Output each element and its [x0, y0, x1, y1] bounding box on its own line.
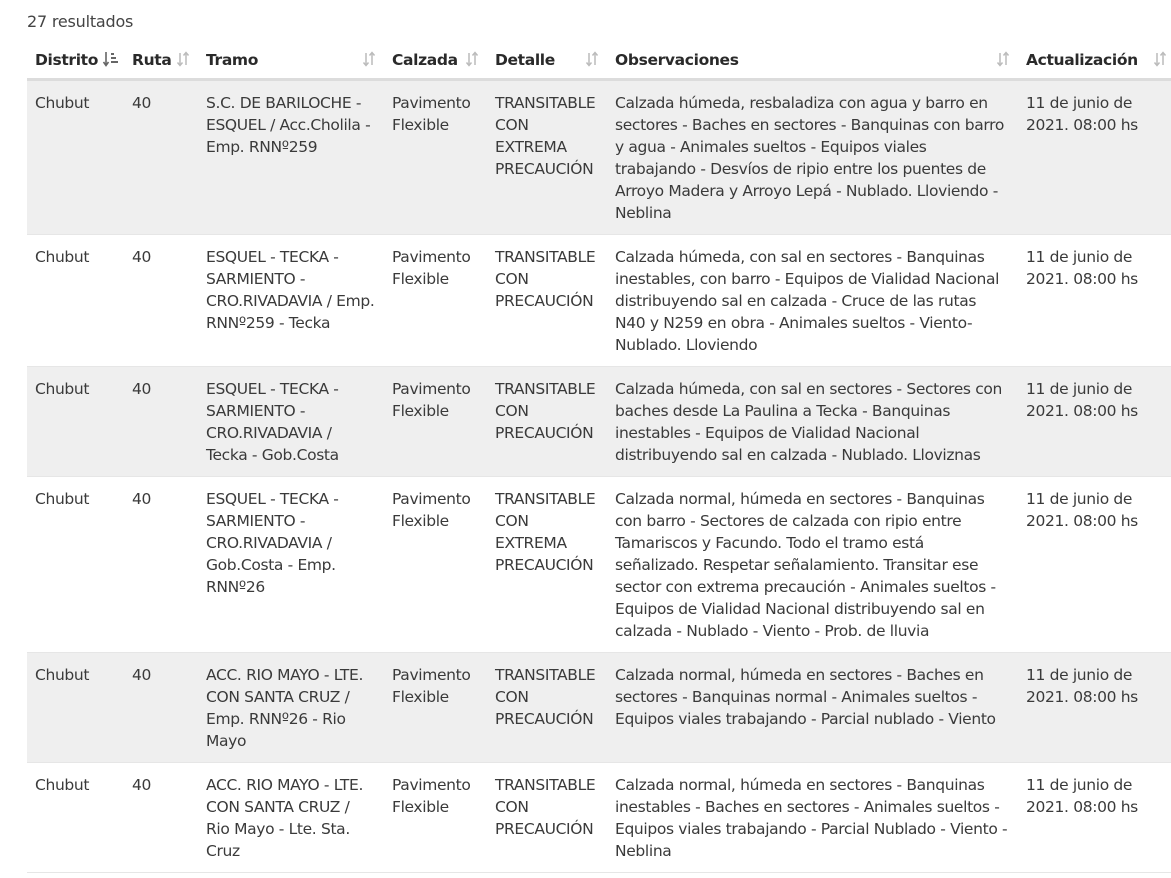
- sort-icon[interactable]: [360, 50, 378, 68]
- cell-distrito: Chubut: [27, 763, 124, 873]
- column-header-calzada[interactable]: [384, 42, 487, 80]
- road-status-table: [27, 42, 1171, 873]
- cell-actualizacion: 11 de junio de 2021. 08:00 hs: [1018, 235, 1171, 367]
- column-label: Calzada: [392, 51, 458, 69]
- column-header-detalle[interactable]: [487, 42, 607, 80]
- column-label: Observaciones: [615, 51, 739, 69]
- cell-calzada: Pavimento Flexible: [384, 653, 487, 763]
- column-header-observaciones[interactable]: [607, 42, 1018, 80]
- column-header-tramo[interactable]: [198, 42, 384, 80]
- sort-descending-icon[interactable]: [102, 50, 120, 68]
- cell-observaciones: Calzada normal, húmeda en sectores - Baches en sectores - Banquinas normal - Animales sueltos - Equipos viales trabajando - Parcial nublado - Viento: [607, 653, 1018, 763]
- sort-icon[interactable]: [994, 50, 1012, 68]
- cell-detalle: TRANSITABLE CON PRECAUCIÓN: [487, 763, 607, 873]
- cell-detalle: TRANSITABLE CON PRECAUCIÓN: [487, 367, 607, 477]
- column-header-ruta[interactable]: [124, 42, 198, 80]
- cell-observaciones: Calzada húmeda, resbaladiza con agua y barro en sectores - Baches en sectores - Banquinas con barro y agua - Animales sueltos - Equipos viales trabajando - Desvíos de ripio entre los puentes de Arroyo Madera y Arroyo Lepá - Nublado. Lloviendo - Neblina: [607, 80, 1018, 235]
- sort-icon[interactable]: [583, 50, 601, 68]
- column-label: Detalle: [495, 51, 555, 69]
- cell-distrito: Chubut: [27, 367, 124, 477]
- cell-actualizacion: 11 de junio de 2021. 08:00 hs: [1018, 80, 1171, 235]
- cell-observaciones: Calzada normal, húmeda en sectores - Banquinas inestables - Baches en sectores - Animales sueltos - Equipos viales trabajando - Parcial Nublado - Viento - Neblina: [607, 763, 1018, 873]
- table-row: [27, 477, 1171, 653]
- cell-detalle: TRANSITABLE CON PRECAUCIÓN: [487, 653, 607, 763]
- column-label: Distrito: [35, 51, 99, 69]
- cell-observaciones: Calzada húmeda, con sal en sectores - Sectores con baches desde La Paulina a Tecka - Banquinas inestables - Equipos de Vialidad Nacional distribuyendo sal en calzada - Nublado. Lloviznas: [607, 367, 1018, 477]
- cell-distrito: Chubut: [27, 235, 124, 367]
- cell-detalle: TRANSITABLE CON EXTREMA PRECAUCIÓN: [487, 477, 607, 653]
- cell-calzada: Pavimento Flexible: [384, 763, 487, 873]
- cell-ruta: 40: [124, 763, 198, 873]
- cell-distrito: Chubut: [27, 653, 124, 763]
- cell-tramo: ESQUEL - TECKA - SARMIENTO - CRO.RIVADAVIA / Emp. RNNº259 - Tecka: [198, 235, 384, 367]
- cell-tramo: ESQUEL - TECKA - SARMIENTO - CRO.RIVADAVIA / Gob.Costa - Emp. RNNº26: [198, 477, 384, 653]
- cell-detalle: TRANSITABLE CON PRECAUCIÓN: [487, 235, 607, 367]
- cell-tramo: ACC. RIO MAYO - LTE. CON SANTA CRUZ / Emp. RNNº26 - Rio Mayo: [198, 653, 384, 763]
- cell-calzada: Pavimento Flexible: [384, 235, 487, 367]
- column-header-actualizacion[interactable]: [1018, 42, 1171, 80]
- table-row: [27, 763, 1171, 873]
- cell-ruta: 40: [124, 367, 198, 477]
- table-row: [27, 653, 1171, 763]
- cell-observaciones: Calzada húmeda, con sal en sectores - Banquinas inestables, con barro - Equipos de Vialidad Nacional distribuyendo sal en calzada - Cruce de las rutas N40 y N259 en obra - Animales sueltos - Viento- Nublado. Lloviendo: [607, 235, 1018, 367]
- cell-distrito: Chubut: [27, 477, 124, 653]
- cell-detalle: TRANSITABLE CON EXTREMA PRECAUCIÓN: [487, 80, 607, 235]
- cell-ruta: 40: [124, 477, 198, 653]
- column-label: Ruta: [132, 51, 172, 69]
- cell-calzada: Pavimento Flexible: [384, 80, 487, 235]
- cell-distrito: Chubut: [27, 80, 124, 235]
- sort-icon[interactable]: [1151, 50, 1169, 68]
- cell-actualizacion: 11 de junio de 2021. 08:00 hs: [1018, 367, 1171, 477]
- column-header-distrito[interactable]: [27, 42, 124, 80]
- cell-calzada: Pavimento Flexible: [384, 367, 487, 477]
- cell-tramo: S.C. DE BARILOCHE - ESQUEL / Acc.Cholila - Emp. RNNº259: [198, 80, 384, 235]
- table-row: [27, 80, 1171, 235]
- cell-actualizacion: 11 de junio de 2021. 08:00 hs: [1018, 653, 1171, 763]
- cell-tramo: ESQUEL - TECKA - SARMIENTO - CRO.RIVADAVIA / Tecka - Gob.Costa: [198, 367, 384, 477]
- table-row: [27, 367, 1171, 477]
- cell-actualizacion: 11 de junio de 2021. 08:00 hs: [1018, 763, 1171, 873]
- cell-ruta: 40: [124, 80, 198, 235]
- results-count: 27 resultados: [27, 12, 134, 31]
- sort-icon[interactable]: [174, 50, 192, 68]
- column-label: Actualización: [1026, 51, 1138, 69]
- cell-calzada: Pavimento Flexible: [384, 477, 487, 653]
- table-row: [27, 235, 1171, 367]
- cell-observaciones: Calzada normal, húmeda en sectores - Banquinas con barro - Sectores de calzada con ripio entre Tamariscos y Facundo. Todo el tramo está señalizado. Respetar señalamiento. Transitar ese sector con extrema precaución - Animales sueltos -Equipos de Vialidad Nacional distribuyendo sal en calzada - Nublado - Viento - Prob. de lluvia: [607, 477, 1018, 653]
- cell-ruta: 40: [124, 235, 198, 367]
- cell-ruta: 40: [124, 653, 198, 763]
- column-label: Tramo: [206, 51, 259, 69]
- cell-actualizacion: 11 de junio de 2021. 08:00 hs: [1018, 477, 1171, 653]
- table-header-row: [27, 42, 1171, 80]
- cell-tramo: ACC. RIO MAYO - LTE. CON SANTA CRUZ / Rio Mayo - Lte. Sta. Cruz: [198, 763, 384, 873]
- sort-icon[interactable]: [463, 50, 481, 68]
